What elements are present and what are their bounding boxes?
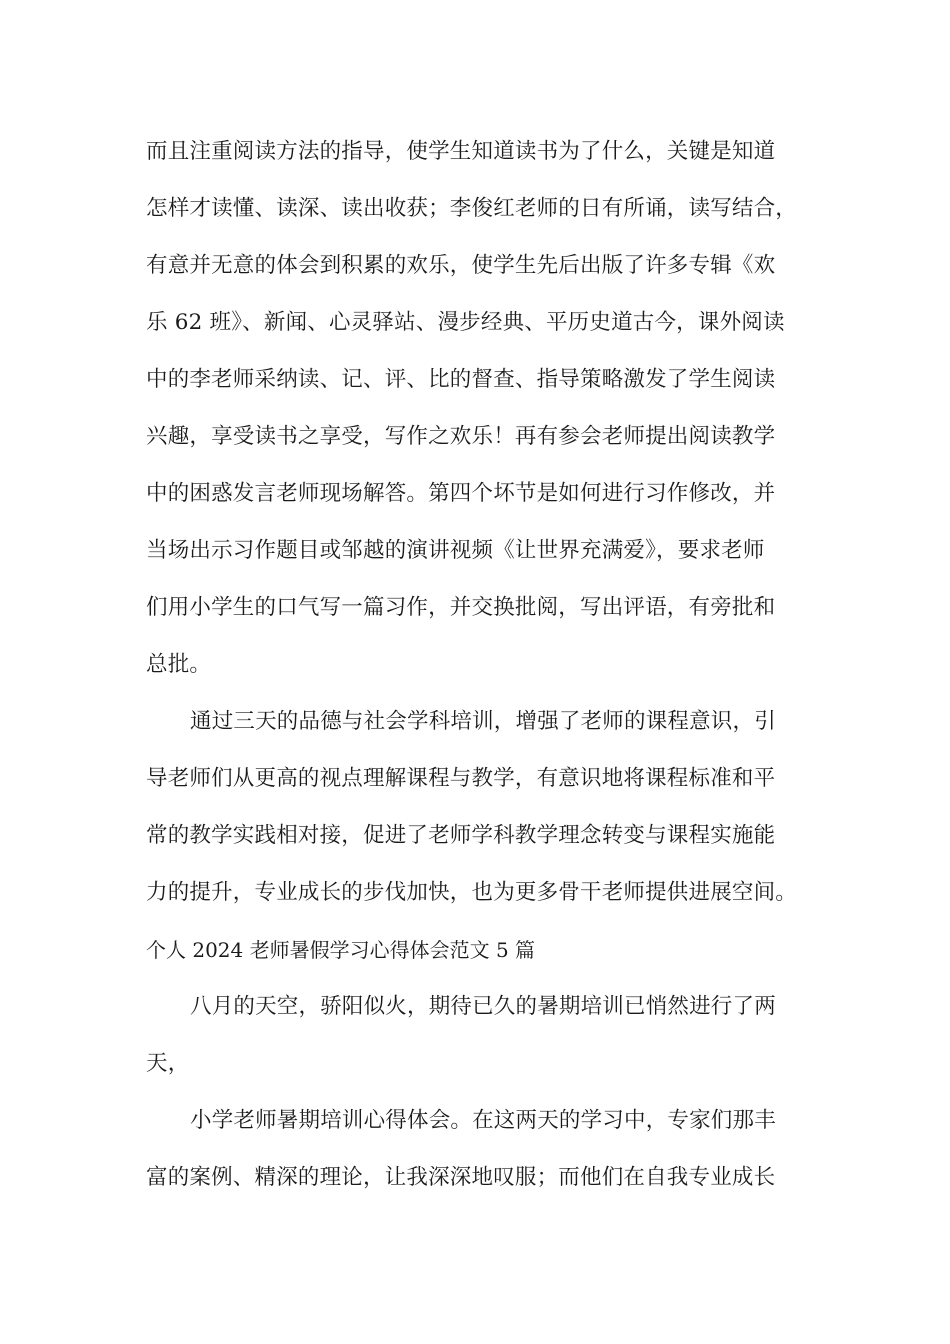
paragraph-3 xyxy=(146,983,806,1097)
heading-line: 个人 2024 老师暑假学习心得体会范文 5 篇 xyxy=(146,938,536,962)
text-line: 富的案例、精深的理论，让我深深地叹服；而他们在自我专业成长 xyxy=(146,1165,776,1190)
paragraph-1 xyxy=(146,128,806,698)
document-body xyxy=(146,128,806,1211)
text-line: 怎样才读懂、读深、读出收获；李俊红老师的日有所诵，读写结合， xyxy=(146,196,798,221)
text-line: 总批。 xyxy=(146,652,212,677)
text-line: 当场出示习作题目或邹越的演讲视频《让世界充满爱》，要求老师 xyxy=(146,538,765,563)
text-line: 八月的天空，骄阳似火，期待已久的暑期培训已悄然进行了两 xyxy=(190,994,776,1019)
text-line: 兴趣，享受读书之享受，写作之欢乐！再有参会老师提出阅读教学 xyxy=(146,424,776,449)
text-line: 常的教学实践相对接，促进了老师学科教学理念转变与课程实施能 xyxy=(146,823,776,848)
text-line: 中的困惑发言老师现场解答。第四个坏节是如何进行习作修改，并 xyxy=(146,481,776,506)
text-line: 中的李老师采纳读、记、评、比的督查、指导策略激发了学生阅读 xyxy=(146,367,776,392)
text-line: 力的提升，专业成长的步伐加快，也为更多骨干老师提供进展空间。 xyxy=(146,880,798,905)
text-line: 们用小学生的口气写一篇习作，并交换批阅，写出评语，有旁批和 xyxy=(146,595,776,620)
text-line: 有意并无意的体会到积累的欢乐，使学生先后出版了许多专辑《欢 xyxy=(146,253,776,278)
text-line: 乐 62 班》、新闻、心灵驿站、漫步经典、平历史道古今，课外阅读 xyxy=(146,310,785,335)
section-heading xyxy=(146,926,806,983)
text-line: 导老师们从更高的视点理解课程与教学，有意识地将课程标准和平 xyxy=(146,766,776,791)
text-line: 天， xyxy=(146,1051,190,1076)
text-line: 而且注重阅读方法的指导，使学生知道读书为了什么，关键是知道 xyxy=(146,139,776,164)
paragraph-4 xyxy=(146,1097,806,1211)
text-line: 小学老师暑期培训心得体会。在这两天的学习中，专家们那丰 xyxy=(190,1108,776,1133)
paragraph-2 xyxy=(146,698,806,926)
text-line: 通过三天的品德与社会学科培训，增强了老师的课程意识，引 xyxy=(190,709,776,734)
